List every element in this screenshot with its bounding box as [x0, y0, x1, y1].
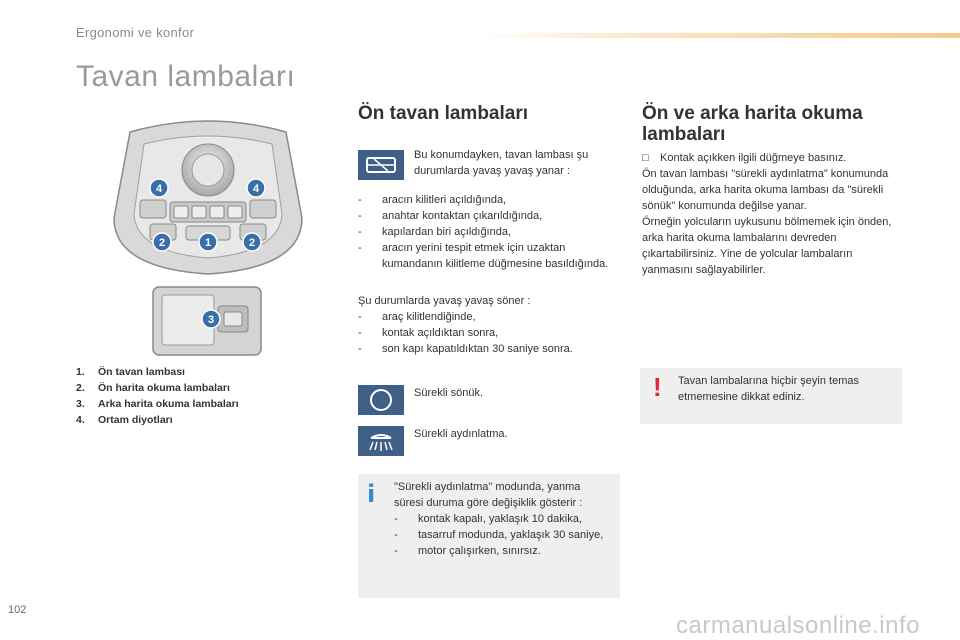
callout-3	[202, 310, 220, 328]
callout-4-right	[247, 179, 265, 197]
checkbox-bullet-icon: □	[642, 152, 649, 164]
list-item: - kontak açıldıktan sonra,	[358, 325, 620, 341]
front-intro-text: Bu konumdayken, tavan lambası şu durumlarda yavaş yavaş yanar :	[414, 149, 589, 177]
section-label: Ergonomi ve konfor	[76, 25, 195, 40]
light-on-icon	[358, 426, 404, 456]
list-item: - tasarruf modunda, yaklaşık 30 saniye,	[394, 527, 610, 543]
list-item: - son kapı kapatıldıktan 30 saniye sonra.	[358, 341, 620, 357]
list-item: - kontak kapalı, yaklaşık 10 dakika,	[394, 511, 610, 527]
door-mode-icon	[358, 150, 404, 180]
warning-icon: !	[653, 372, 662, 402]
off-conditions-list	[358, 309, 620, 357]
svg-text:3: 3	[207, 314, 215, 326]
page-number: 102	[8, 604, 27, 616]
info-intro: "Sürekli aydınlatma" modunda, yanma süresi duruma göre değişiklik gösterir :	[394, 481, 583, 509]
callout-2-left	[153, 233, 171, 251]
fade-section	[358, 293, 620, 357]
list-item: - aracın yerini tespit etmek için uzaktan kumandanın kilitleme düğmesine basıldığında.	[358, 240, 620, 272]
list-item: - anahtar kontaktan çıkarıldığında,	[358, 208, 620, 224]
light-on-label: Sürekli aydınlatma.	[414, 428, 508, 440]
figure-legend	[76, 366, 336, 430]
info-box	[358, 474, 620, 598]
svg-text:4: 4	[252, 183, 260, 195]
legend-item: 1. Ön tavan lambası	[76, 366, 185, 378]
svg-text:4: 4	[155, 183, 163, 195]
warning-text: Tavan lambalarına hiçbir şeyin temas etmemesine dikkat ediniz.	[678, 375, 859, 403]
svg-text:2: 2	[248, 237, 256, 249]
overhead-console-illustration	[110, 118, 306, 276]
legend-item: 2. Ön harita okuma lambaları	[76, 382, 230, 394]
on-conditions-list	[358, 192, 620, 272]
svg-text:2: 2	[158, 237, 166, 249]
callout-4-left	[150, 179, 168, 197]
map-lamps-heading: Ön ve arka harita okuma lambaları	[642, 103, 863, 145]
warning-box	[640, 368, 902, 424]
svg-text:1: 1	[204, 237, 212, 249]
fade-intro-text: Şu durumlarda yavaş yavaş söner :	[358, 295, 531, 307]
page-title: Tavan lambaları	[76, 60, 296, 93]
list-item: - motor çalışırken, sınırsız.	[394, 543, 610, 559]
list-item: - kapılardan biri açıldığında,	[358, 224, 620, 240]
list-item: - aracın kilitleri açıldığında,	[358, 192, 620, 208]
legend-item: 3. Arka harita okuma lambaları	[76, 398, 239, 410]
info-text	[394, 479, 610, 559]
rear-lamp-illustration	[152, 286, 262, 356]
map-lamps-text	[642, 150, 904, 278]
watermark: carmanualsonline.info	[676, 612, 920, 639]
paragraph: Örneğin yolcuların uykusunu bölmemek için önden, arka harita okuma lambalarını devreden çıkartabilirsiniz. Yine de yolcular lambaların yanmasını sağlayabilirler.	[642, 216, 892, 276]
info-list	[394, 511, 610, 559]
callout-1	[199, 233, 217, 251]
paragraph: Ön tavan lambası "sürekli aydınlatma" konumunda olduğunda, arka harita okuma lambası da "sürekli sönük" konumunda değilse yanar.	[642, 168, 889, 212]
light-off-label: Sürekli sönük.	[414, 387, 484, 399]
info-icon: i	[367, 480, 376, 508]
list-item: - araç kilitlendiğinde,	[358, 309, 620, 325]
front-lamps-heading: Ön tavan lambaları	[358, 103, 529, 124]
legend-item: 4. Ortam diyotları	[76, 414, 173, 426]
header-gradient-bar	[480, 33, 960, 38]
light-off-icon	[358, 385, 404, 415]
callout-2-right	[243, 233, 261, 251]
instruction-bullet: □ Kontak açıkken ilgili düğmeye basınız.	[642, 152, 847, 164]
